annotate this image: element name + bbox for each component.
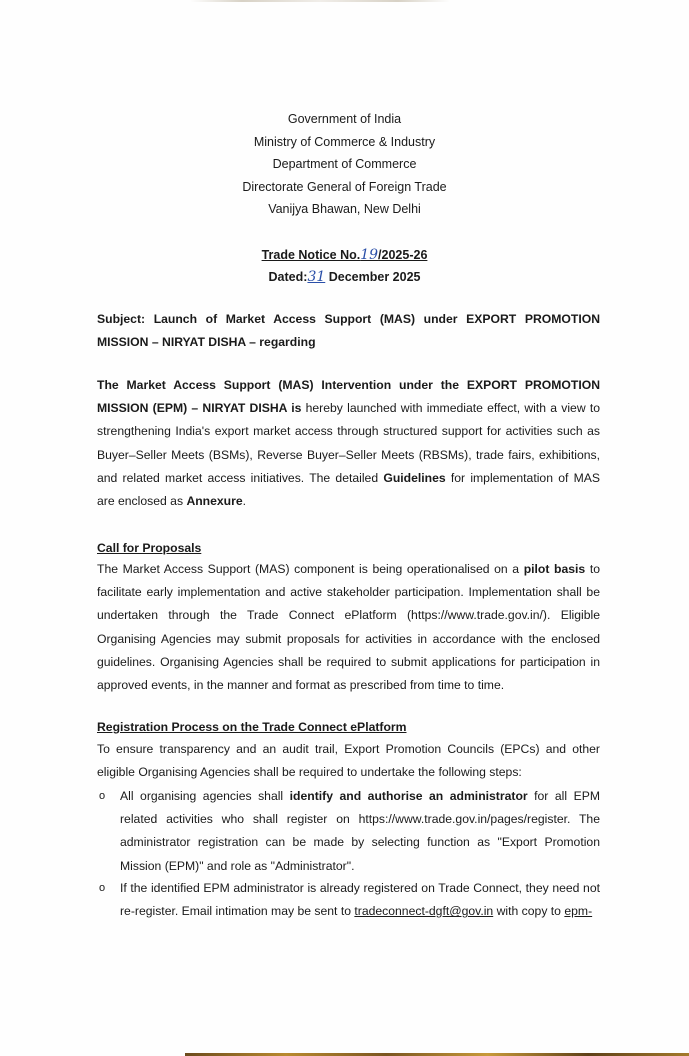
- call-for-proposals-paragraph: The Market Access Support (MAS) component is being operationalised on a pilot basis to facilitate early implementation and active stakeholder participation. Implementation shall be undertaken through the Trade Connect ePlatform (https://www.trade.gov.in/). Eligible Organising Agencies may submit proposals for activities in accordance with the enclosed guidelines. Organising Agencies shall be required to submit applications for participation in approved events, in the manner and format as prescribed from time to time.: [97, 562, 600, 693]
- bullet-icon: o: [99, 790, 106, 802]
- call-for-proposals-heading: Call for Proposals: [97, 541, 202, 555]
- trade-notice-number: Trade Notice No.19/2025-26: [261, 247, 428, 263]
- list-item: o All organising agencies shall identify and authorise an administrator for all EPM related activities who shall register on https://www.trade.gov.in/pages/register. The administrator registration can be made by selecting function as "Export Promotion Mission (EPM)" and role as "Administrator".: [97, 785, 600, 878]
- registration-steps-list: [97, 785, 600, 878]
- notice-date: Dated:31 December 2025: [268, 269, 421, 285]
- tradeconnect-email-link[interactable]: tradeconnect-dgft@gov.in: [354, 904, 494, 919]
- scan-edge-top: [190, 0, 450, 2]
- epm-email-link[interactable]: epm-: [564, 904, 593, 919]
- letterhead-ministry: Ministry of Commerce & Industry: [253, 134, 436, 149]
- bullet-icon: o: [99, 882, 106, 894]
- list-item: o If the identified EPM administrator is already registered on Trade Connect, they need not re-register. Email intimation may be sent to tradeconnect-dgft@gov.in with copy to epm-: [97, 877, 600, 923]
- letterhead-department: Department of Commerce: [272, 157, 417, 171]
- letterhead: [0, 108, 689, 221]
- letterhead-address: Vanijya Bhawan, New Delhi: [268, 202, 421, 216]
- subject-line: Subject: Launch of Market Access Support (MAS) under EXPORT PROMOTION MISSION – NIRYAT DISHA – regarding: [97, 312, 600, 350]
- letterhead-government: Government of India: [287, 112, 402, 126]
- registration-steps-list-continued: [97, 877, 600, 923]
- registration-heading: Registration Process on the Trade Connect ePlatform: [97, 720, 407, 734]
- letterhead-directorate: Directorate General of Foreign Trade: [242, 179, 447, 194]
- registration-intro: To ensure transparency and an audit trail, Export Promotion Councils (EPCs) and other eligible Organising Agencies shall be required to undertake the following steps:: [97, 742, 600, 780]
- handwritten-notice-number: 19: [360, 247, 379, 263]
- notice-info: [0, 244, 689, 288]
- handwritten-date: 31: [307, 269, 326, 285]
- intro-paragraph: The Market Access Support (MAS) Intervention under the EXPORT PROMOTION MISSION (EPM) – NIRYAT DISHA is hereby launched with immediate effect, with a view to strengthening India's export market access through structured support for activities such as Buyer–Seller Meets (BSMs), Reverse Buyer–Seller Meets (RBSMs), trade fairs, exhibitions, and related market access initiatives. The detailed Guidelines for implementation of MAS are enclosed as Annexure.: [97, 378, 601, 509]
